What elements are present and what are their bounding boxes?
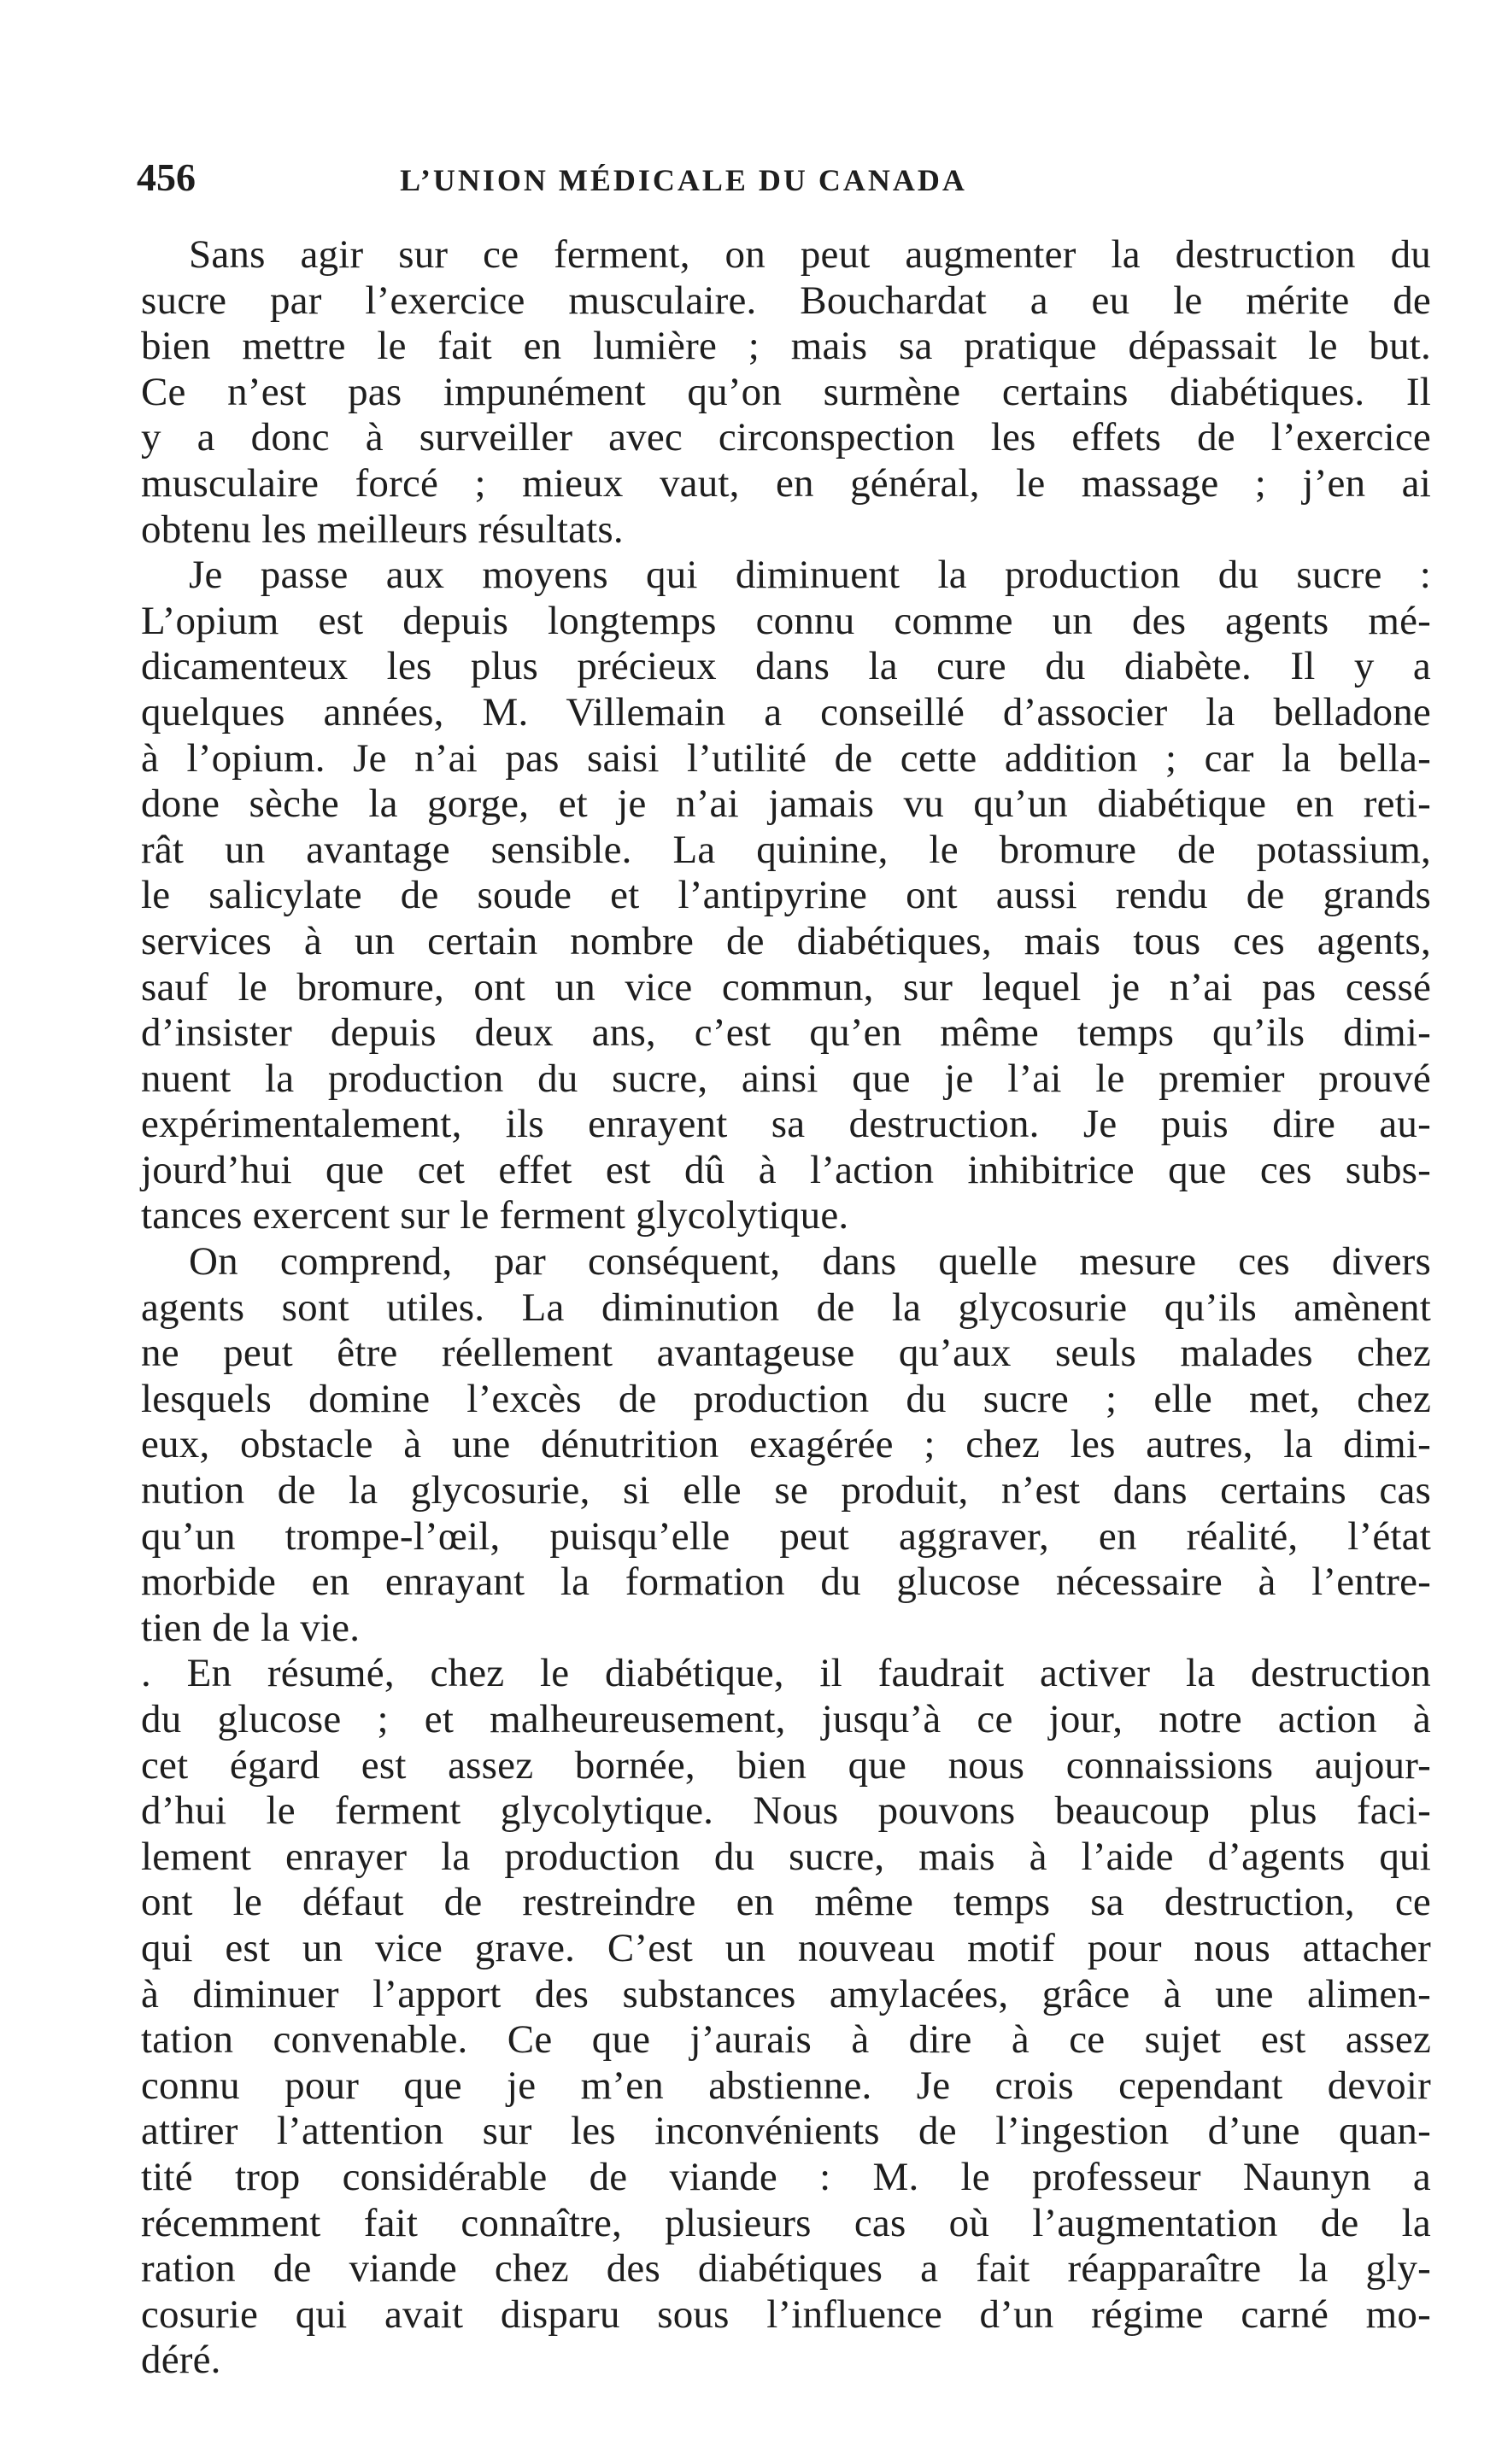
text-line: Ce n’est pas impunément qu’on surmène certains diabétiques. Il [141, 369, 1431, 414]
body-text [141, 232, 1431, 2384]
text-line: Sans agir sur ce ferment, on peut augmenter la destruction du [189, 232, 1431, 277]
text-line: sucre par l’exercice musculaire. Bouchardat a eu le mérite de [141, 278, 1431, 323]
page-number: 456 [137, 155, 196, 199]
text-line: cosurie qui avait disparu sous l’influence d’un régime carné mo- [141, 2291, 1431, 2337]
text-line: d’insister depuis deux ans, c’est qu’en même temps qu’ils dimi- [141, 1010, 1431, 1056]
text-line: nution de la glycosurie, si elle se produit, n’est dans certains cas [141, 1468, 1431, 1513]
text-line: nuent la production du sucre, ainsi que je l’ai le premier prouvé [141, 1056, 1431, 1101]
text-line: tances exercent sur le ferment glycolytique. [141, 1193, 849, 1238]
text-line: services à un certain nombre de diabétiques, mais tous ces agents, [141, 918, 1431, 963]
text-line: récemment fait connaître, plusieurs cas où l’augmentation de la [141, 2200, 1431, 2245]
text-line: tien de la vie. [141, 1605, 361, 1650]
text-line: qui est un vice grave. C’est un nouveau motif pour nous attacher [141, 1925, 1431, 1970]
text-line: ne peut être réellement avantageuse qu’aux seuls malades chez [141, 1331, 1431, 1376]
text-line: tité trop considérable de viande : M. le professeur Naunyn a [141, 2154, 1431, 2199]
text-line: connu pour que je m’en abstienne. Je crois cependant devoir [141, 2063, 1431, 2108]
text-line: quelques années, M. Villemain a conseillé d’associer la belladone [141, 689, 1431, 735]
text-line: d’hui le ferment glycolytique. Nous pouvons beaucoup plus faci- [141, 1788, 1431, 1834]
text-line: morbide en enrayant la formation du glucose nécessaire à l’entre- [141, 1560, 1431, 1605]
text-line: eux, obstacle à une dénutrition exagérée ; chez les autres, la dimi- [141, 1422, 1431, 1467]
text-line: Je passe aux moyens qui diminuent la production du sucre : [189, 553, 1431, 598]
text-line: L’opium est depuis longtemps connu comme un des agents mé- [141, 598, 1431, 643]
text-line: done sèche la gorge, et je n’ai jamais vu qu’un diabétique en reti- [141, 781, 1431, 827]
text-line: On comprend, par conséquent, dans quelle mesure ces divers [189, 1239, 1431, 1285]
text-line: expérimentalement, ils enrayent sa destruction. Je puis dire au- [141, 1102, 1431, 1147]
text-line: cet égard est assez bornée, bien que nous connaissions aujour- [141, 1742, 1431, 1788]
text-line: déré. [141, 2338, 221, 2383]
page-header [137, 152, 1367, 203]
text-line: le salicylate de soude et l’antipyrine ont aussi rendu de grands [141, 873, 1431, 918]
text-line: . En résumé, chez le diabétique, il faudrait activer la destruction [141, 1651, 1431, 1696]
text-line: y a donc à surveiller avec circonspection les effets de l’exercice [141, 415, 1431, 460]
text-line: rât un avantage sensible. La quinine, le bromure de potassium, [141, 827, 1431, 872]
text-line: tation convenable. Ce que j’aurais à dire à ce sujet est assez [141, 2017, 1431, 2063]
text-line: sauf le bromure, ont un vice commun, sur lequel je n’ai pas cessé [141, 964, 1431, 1010]
text-line: ration de viande chez des diabétiques a fait réapparaître la gly- [141, 2246, 1431, 2291]
text-line: attirer l’attention sur les inconvénients de l’ingestion d’une quan- [141, 2109, 1431, 2154]
text-line: ont le défaut de restreindre en même temps sa destruction, ce [141, 1880, 1431, 1925]
text-line: qu’un trompe-l’œil, puisqu’elle peut aggraver, en réalité, l’état [141, 1513, 1431, 1559]
text-line: agents sont utiles. La diminution de la glycosurie qu’ils amènent [141, 1285, 1431, 1330]
text-line: à l’opium. Je n’ai pas saisi l’utilité de cette addition ; car la bella- [141, 735, 1431, 781]
text-line: dicamenteux les plus précieux dans la cure du diabète. Il y a [141, 644, 1431, 689]
text-line: obtenu les meilleurs résultats. [141, 506, 624, 552]
text-line: lement enrayer la production du sucre, mais à l’aide d’agents qui [141, 1834, 1431, 1879]
text-line: à diminuer l’apport des substances amylacées, grâce à une alimen- [141, 1971, 1431, 2016]
text-line: jourd’hui que cet effet est dû à l’action inhibitrice que ces subs- [141, 1147, 1431, 1192]
running-title: L’UNION MÉDICALE DU CANADA [400, 163, 967, 197]
text-line: du glucose ; et malheureusement, jusqu’à ce jour, notre action à [141, 1697, 1431, 1741]
text-line: lesquels domine l’excès de production du sucre ; elle met, chez [141, 1376, 1431, 1421]
text-line: bien mettre le fait en lumière ; mais sa pratique dépassait le but. [141, 324, 1431, 369]
text-line: musculaire forcé ; mieux vaut, en général, le massage ; j’en ai [141, 460, 1431, 506]
